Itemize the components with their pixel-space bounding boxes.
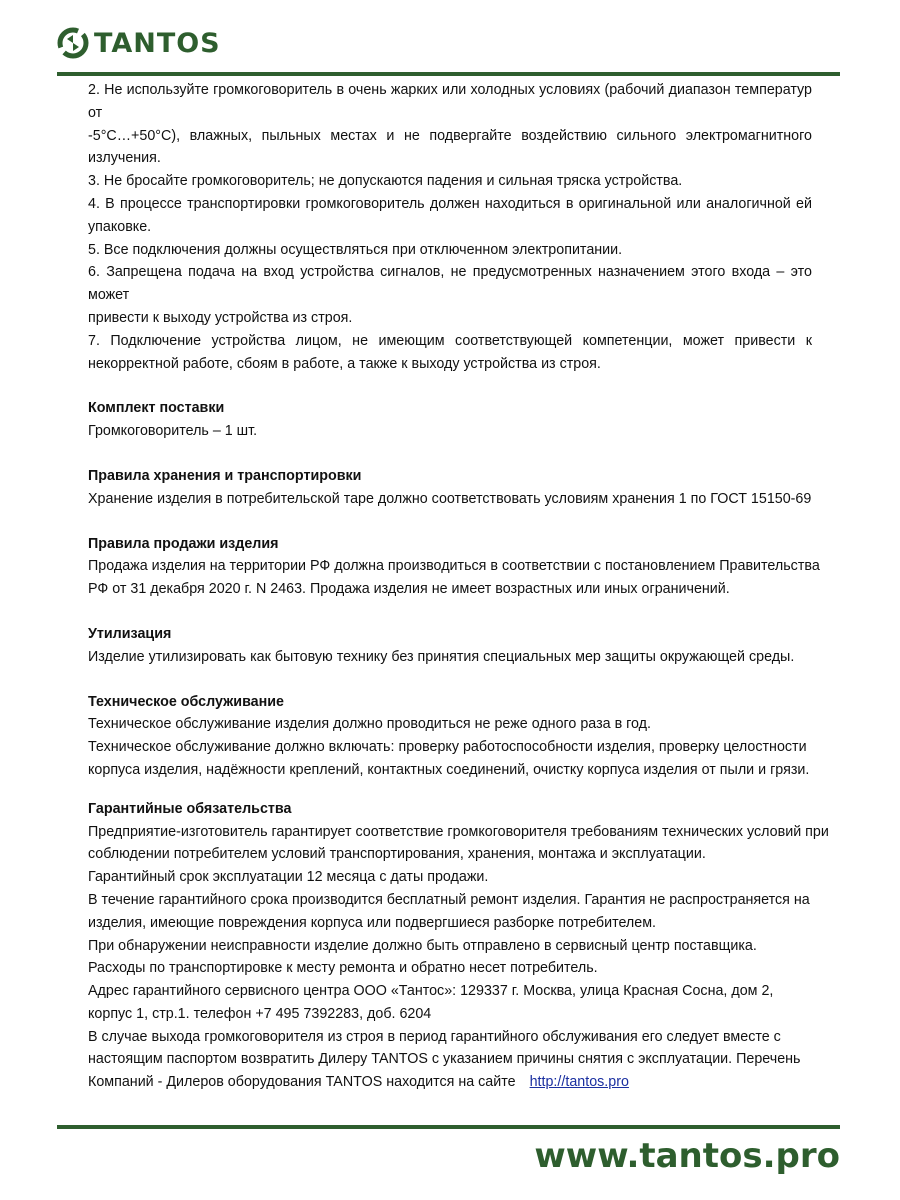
section-heading: Утилизация <box>88 625 172 642</box>
section <box>88 465 812 511</box>
section-heading: Правила хранения и транспортировки <box>88 467 362 484</box>
text: Техническое обслуживание изделия должно проводиться не реже одного раза в год. <box>88 716 651 733</box>
text-line <box>88 935 812 958</box>
footer-website: www.tantos.pro <box>534 1136 840 1176</box>
section-heading: Комплект поставки <box>88 400 225 417</box>
tantos-logo-icon <box>56 26 90 60</box>
spacer <box>88 443 812 465</box>
text-line <box>88 957 812 980</box>
text: Продажа изделия на территории РФ должна производиться в соответствии с постановлением Правительства <box>88 558 820 575</box>
section <box>88 533 820 601</box>
text-line <box>88 759 812 782</box>
spacer <box>88 669 812 691</box>
text-line <box>88 736 812 759</box>
text: Гарантийный срок эксплуатации 12 месяца с даты продажи. <box>88 869 489 886</box>
text: соблюдении потребителем условий транспортирования, хранения, монтажа и эксплуатации. <box>88 846 706 863</box>
text: В случае выхода громкоговорителя из строя в период гарантийного обслуживания его следует вместе с <box>88 1028 781 1045</box>
precaution-item <box>88 330 812 376</box>
text-line <box>88 1003 812 1026</box>
text-line <box>88 420 812 443</box>
spacer <box>88 782 812 798</box>
text: Адрес гарантийного сервисного центра ООО «Тантос»: 129337 г. Москва, улица Красная Сосна, дом 2, <box>88 983 774 1000</box>
text: Громкоговоритель – 1 шт. <box>88 423 258 440</box>
text-line: излучения. <box>88 150 161 167</box>
text: корпуса изделия, надёжности креплений, контактных соединений, очистку корпуса изделия от пыли и грязи. <box>88 761 810 778</box>
text-line <box>88 980 812 1003</box>
dealer-link[interactable]: http://tantos.pro <box>529 1074 629 1091</box>
section <box>88 691 812 782</box>
text: При обнаружении неисправности изделие должно быть отправлено в сервисный центр поставщика. <box>88 937 757 954</box>
text-line <box>88 843 812 866</box>
logo-text: TANTOS <box>94 27 221 59</box>
precautions-list <box>88 79 812 375</box>
text-line: 7. Подключение устройства лицом, не имеющим соответствующей компетенции, может привести к <box>88 332 812 349</box>
section-heading: Гарантийные обязательства <box>88 800 292 817</box>
text-line: привести к выходу устройства из строя. <box>88 309 353 326</box>
text-line <box>88 555 820 578</box>
precaution-item <box>88 261 812 329</box>
text: Компаний - Дилеров оборудования TANTOS находится на сайте <box>88 1074 516 1091</box>
tantos-logo <box>56 26 221 60</box>
spacer <box>88 601 812 623</box>
text-line <box>88 889 812 912</box>
text-line <box>88 912 812 935</box>
text-line <box>88 821 829 844</box>
text-line: 3. Не бросайте громкоговоритель; не допускаются падения и сильная тряска устройства. <box>88 173 683 190</box>
text-line: 2. Не используйте громкоговоритель в очень жарких или холодных условиях (рабочий диапазон температур от <box>88 82 812 121</box>
text: РФ от 31 декабря 2020 г. N 2463. Продажа изделия не имеет возрастных или иных ограничений. <box>88 581 730 598</box>
text-line <box>88 1026 812 1049</box>
text-line <box>88 488 812 511</box>
text-line <box>88 866 812 889</box>
precaution-item <box>88 193 812 239</box>
text: В течение гарантийного срока производится бесплатный ремонт изделия. Гарантия не распространяется на <box>88 891 810 908</box>
section-heading: Правила продажи изделия <box>88 535 279 552</box>
text: настоящим паспортом возвратить Дилеру TANTOS с указанием причины снятия с эксплуатации. Перечень <box>88 1051 801 1068</box>
spacer <box>88 375 812 397</box>
text: изделия, имеющие повреждения корпуса или подвергшиеся разборке потребителем. <box>88 914 657 931</box>
text-line: 6. Запрещена подача на вход устройства сигналов, не предусмотренных назначением этого входа – это может <box>88 264 812 304</box>
section <box>88 623 812 669</box>
text: Изделие утилизировать как бытовую технику без принятия специальных мер защиты окружающей среды. <box>88 648 795 665</box>
precaution-item <box>88 79 812 170</box>
sections <box>88 375 829 1094</box>
document-body <box>88 79 829 1094</box>
text-line: -5°С…+50°С), влажных, пыльных местах и не подвергайте воздействию сильного электромагнитного <box>88 127 812 144</box>
text: Техническое обслуживание должно включать: проверку работоспособности изделия, проверку целостности <box>88 739 807 756</box>
text-line <box>88 713 812 736</box>
text-line: упаковке. <box>88 218 152 235</box>
footer-rule <box>57 1125 840 1129</box>
spacer <box>88 511 812 533</box>
text-line <box>88 1071 812 1094</box>
text: Хранение изделия в потребительской таре должно соответствовать условиям хранения 1 по ГОСТ 15150-69 <box>88 490 812 507</box>
section <box>88 798 829 1094</box>
text-line <box>88 646 812 669</box>
header-rule <box>57 72 840 76</box>
text-line: некорректной работе, сбоям в работе, а также к выходу устройства из строя. <box>88 355 601 372</box>
text-line <box>88 1048 812 1071</box>
precaution-item <box>88 170 812 193</box>
text-line: 5. Все подключения должны осуществляться при отключенном электропитании. <box>88 241 623 258</box>
text-line <box>88 578 812 601</box>
section-heading: Техническое обслуживание <box>88 693 284 710</box>
text: Расходы по транспортировке к месту ремонта и обратно несет потребитель. <box>88 960 598 977</box>
text-line: 4. В процессе транспортировки громкоговоритель должен находиться в оригинальной или аналогичной ей <box>88 195 812 212</box>
precaution-item <box>88 239 812 262</box>
text: Предприятие-изготовитель гарантирует соответствие громкоговорителя требованиям технических условий при <box>88 823 829 840</box>
text: корпус 1, стр.1. телефон +7 495 7392283, доб. 6204 <box>88 1005 432 1022</box>
section <box>88 397 812 443</box>
